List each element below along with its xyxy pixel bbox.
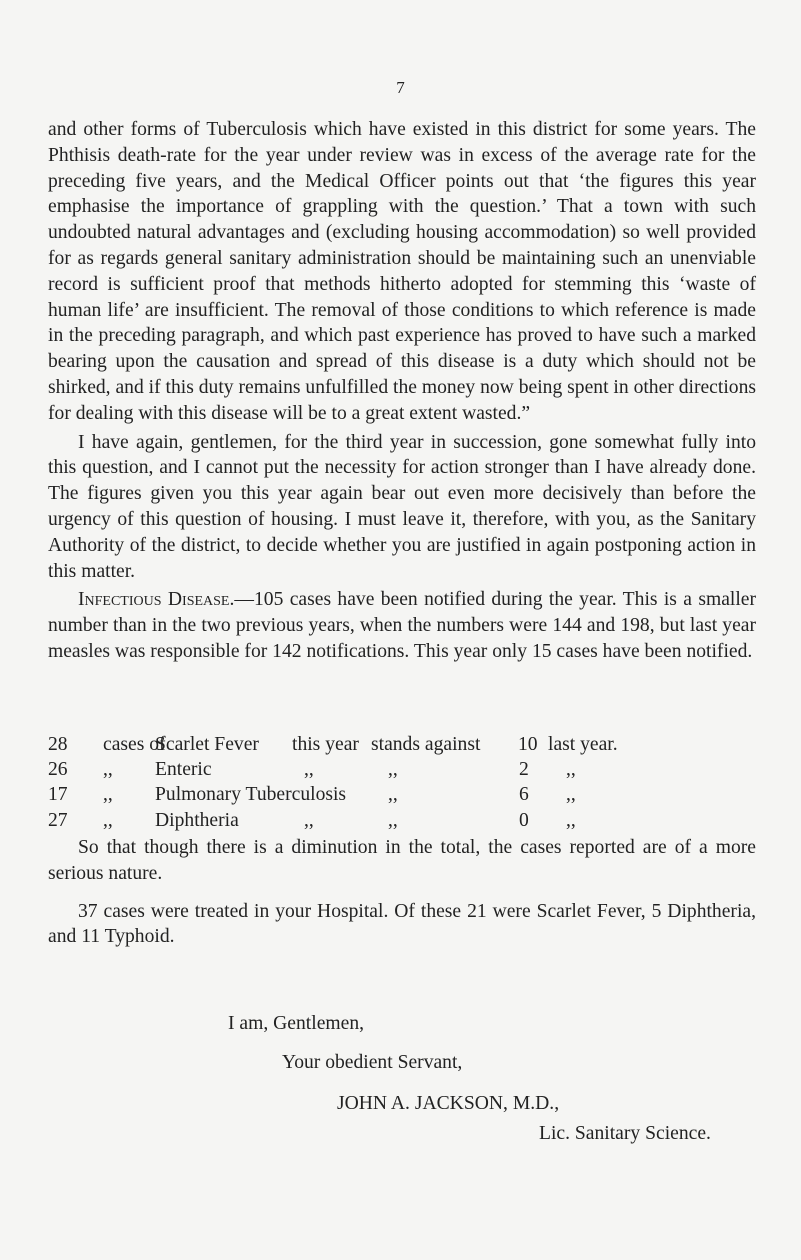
case-count: 28 <box>48 734 68 755</box>
report-body <box>48 117 756 665</box>
last-year-count: 0 <box>519 809 529 831</box>
section-heading: Infectious Disease. <box>78 589 235 611</box>
ditto-mark: ,, <box>566 759 576 781</box>
ditto-mark: ,, <box>103 759 113 781</box>
signatory-qualification: Lic. Sanitary Science. <box>539 1123 711 1144</box>
ditto-mark: ,, <box>304 759 314 781</box>
salutation: I am, Gentlemen, <box>228 1013 365 1034</box>
ditto-mark: ,, <box>388 809 398 831</box>
ditto-mark: ,, <box>388 784 398 806</box>
disease-name: Scarlet Fever <box>155 734 259 755</box>
table-row <box>48 808 758 833</box>
ditto-mark: ,, <box>103 784 113 806</box>
this-year-label: this year <box>292 734 359 755</box>
closing: Your obedient Servant, <box>282 1052 463 1073</box>
last-year-label: last year. <box>548 734 618 755</box>
closing-paragraphs <box>48 835 756 950</box>
case-count: 17 <box>48 784 68 806</box>
table-row <box>48 782 758 807</box>
table-row <box>48 732 758 757</box>
disease-name: Diphtheria <box>155 809 239 831</box>
case-count: 27 <box>48 809 68 831</box>
page-number: 7 <box>396 78 405 97</box>
paragraph-tuberculosis: and other forms of Tuberculosis which have existed in this district for some years. The Phthisis death-rate for the year under review was in excess of the average rate for the preceding five years, and the Medical Officer points out that ‘the figures this year emphasise the importance of grappling with the question.’ That a town with such undoubted natural advantages and (excluding housing accommodation) so well provided for as regards general sanitary administration should be maintaining such an unenviable record is sufficient proof that methods hitherto adopted for stemming this ‘waste of human life’ are insufficient. The removal of those conditions to which reference is made in the preceding paragraph, and which past experience has proved to have such a marked bearing upon the causation and spread of this disease is a duty which should not be shirked, and if this duty remains unfulfilled the money now being spent in other directions for dealing with this disease will be to a great extent wasted.” <box>48 119 756 424</box>
case-count: 26 <box>48 759 68 781</box>
paragraph-diminution: So that though there is a diminution in the total, the cases reported are of a more serious nature. <box>48 837 756 884</box>
infectious-text: —105 cases have been notified during the year. This is a smaller number than in the two previous years, when the numbers were 144 and 198, but last year measles was responsible for 142 notifications. This year only 15 cases have been notified. <box>48 589 756 662</box>
disease-name: Pulmonary Tuberculosis <box>155 784 347 806</box>
stands-against-label: stands against <box>371 734 481 755</box>
ditto-mark: ,, <box>103 809 113 831</box>
cases-label: cases of <box>103 734 166 755</box>
ditto-mark: ,, <box>304 809 314 831</box>
table-row <box>48 757 758 782</box>
last-year-count: 10 <box>518 734 538 755</box>
last-year-count: 2 <box>519 759 529 781</box>
paragraph-infectious-disease <box>48 587 756 664</box>
paragraph-housing: I have again, gentlemen, for the third year in succession, gone somewhat fully into this question, and I cannot put the necessity for action stronger than I have already done. The figures given you this year again bear out even more decisively than before the urgency of this question of housing. I must leave it, therefore, with you, as the Sanitary Authority of the district, to decide whether you are justified in again postponing action in this matter. <box>48 431 756 582</box>
paragraph-hospital: 37 cases were treated in your Hospital. Of these 21 were Scarlet Fever, 5 Diphtheria, and 11 Typhoid. <box>48 900 756 948</box>
ditto-mark: ,, <box>388 759 398 781</box>
ditto-mark: ,, <box>566 784 576 806</box>
signatory-name: JOHN A. JACKSON, M.D., <box>337 1093 560 1114</box>
disease-comparison-table <box>48 732 758 833</box>
ditto-mark: ,, <box>566 809 576 831</box>
disease-name: Enteric <box>155 759 212 781</box>
last-year-count: 6 <box>519 784 529 806</box>
